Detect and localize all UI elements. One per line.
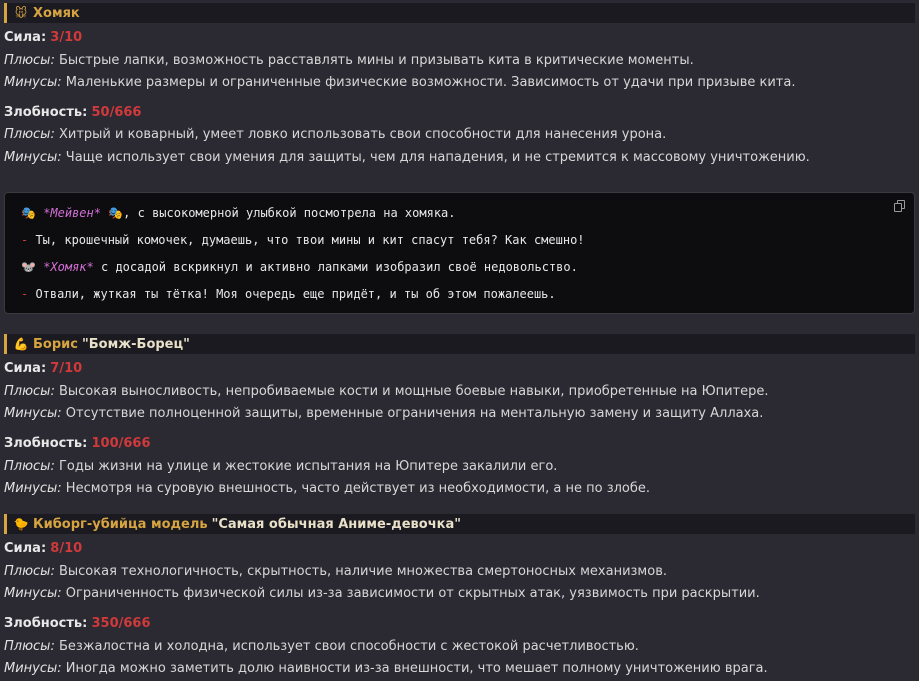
strength-value: 7/10 xyxy=(50,361,83,376)
section-header-hamster xyxy=(4,3,915,23)
strength-line: Сила: 7/10 xyxy=(4,361,83,376)
section-quote: "Бомж-Борец" xyxy=(81,336,190,352)
dialogue-line-1: 🎭 *Мейвен* 🎭, с высокомерной улыбкой посмотрела на хомяка. xyxy=(21,206,456,220)
evil-cons-line: Минусы: Иногда можно заметить долю наивности из-за внешности, что мешает полному уничтожению врага. xyxy=(4,661,768,676)
speaker-name: *Мейвен* xyxy=(43,206,101,220)
evil-pros-line: Плюсы: Хитрый и коварный, умеет ловко использовать свои способности для нанесения урона. xyxy=(4,127,667,142)
code-block xyxy=(4,192,915,314)
chick-icon: 🐤 xyxy=(13,517,29,531)
evil-line: Злобность: 50/666 xyxy=(4,105,142,120)
section-header-cyborg xyxy=(4,514,915,534)
strength-line: Сила: 3/10 xyxy=(4,30,83,45)
copy-icon[interactable] xyxy=(894,200,906,212)
section-header-boris xyxy=(4,334,915,354)
flexed-biceps-icon: 💪 xyxy=(13,337,29,351)
mask-icon: 🎭 xyxy=(21,206,36,220)
dialogue-line-4: - Отвали, жуткая ты тётка! Моя очередь еще придёт, и ты об этом пожалеешь. xyxy=(21,287,556,301)
dialogue-line-3: 🐭 *Хомяк* с досадой вскрикнул и активно лапками изобразил своё недовольство. xyxy=(21,260,578,274)
evil-line: Злобность: 350/666 xyxy=(4,616,151,631)
section-title: Борис xyxy=(33,336,78,352)
strength-line: Сила: 8/10 xyxy=(4,541,83,556)
evil-pros-line: Плюсы: Годы жизни на улице и жестокие испытания на Юпитере закалили его. xyxy=(4,459,558,474)
evil-pros-line: Плюсы: Безжалостна и холодна, использует свои способности с жестокой расчетливостью. xyxy=(4,639,639,654)
evil-value: 100/666 xyxy=(91,436,151,451)
pros-line: Плюсы: Быстрые лапки, возможность расставлять мины и призывать кита в критические моменты. xyxy=(4,53,694,68)
mask-icon: 🎭 xyxy=(108,206,124,220)
dialogue-line-2: - Ты, крошечный комочек, думаешь, что твои мины и кит спасут тебя? Как смешно! xyxy=(21,233,585,247)
cons-line: Минусы: Ограниченность физической силы из-за зависимости от скрытных атак, уязвимость при раскрытии. xyxy=(4,586,760,601)
mouse-icon: 🐭 xyxy=(14,6,28,20)
cons-line: Минусы: Маленькие размеры и ограниченные физические возможности. Зависимость от удачи при призыве кита. xyxy=(4,75,796,90)
pros-line: Плюсы: Высокая выносливость, непробиваемые кости и мощные боевые навыки, приобретенные на Юпитере. xyxy=(4,384,769,399)
evil-value: 350/666 xyxy=(91,616,151,631)
cons-line: Минусы: Отсутствие полноценной защиты, временные ограничения на ментальную замену и защиту Аллаха. xyxy=(4,406,764,421)
section-quote: "Самая обычная Аниме-девочка" xyxy=(211,516,461,532)
section-title: Хомяк xyxy=(33,5,80,21)
mouse-icon: 🐭 xyxy=(21,260,36,274)
strength-value: 3/10 xyxy=(50,30,83,45)
pros-line: Плюсы: Высокая технологичность, скрытность, наличие множества смертоносных механизмов. xyxy=(4,564,667,579)
evil-cons-line: Минусы: Несмотря на суровую внешность, часто действует из необходимости, а не по злобе. xyxy=(4,481,651,496)
evil-value: 50/666 xyxy=(91,105,142,120)
evil-cons-line: Минусы: Чаще использует свои умения для защиты, чем для нападения, и не стремится к массовому уничтожению. xyxy=(4,150,810,165)
speaker-name: *Хомяк* xyxy=(43,260,94,274)
strength-value: 8/10 xyxy=(50,541,83,556)
evil-line: Злобность: 100/666 xyxy=(4,436,151,451)
section-title: Киборг-убийца модель xyxy=(33,516,208,532)
